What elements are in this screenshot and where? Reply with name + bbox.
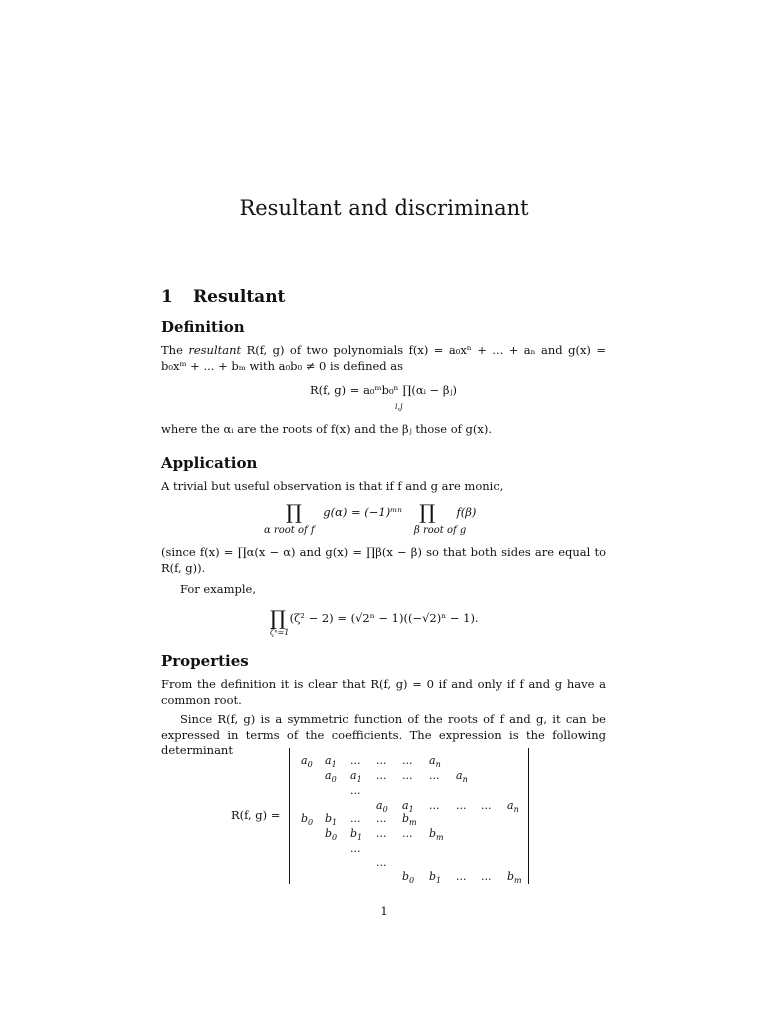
section-heading	[161, 287, 285, 307]
application-heading: Application	[161, 454, 258, 472]
section-title: Resultant	[193, 287, 286, 307]
properties-heading: Properties	[161, 652, 249, 670]
example-intro: For example,	[180, 582, 256, 596]
definition-roots-text: where the αᵢ are the roots of f(x) and the βⱼ those of g(x).	[161, 422, 493, 436]
determinant-right-bar	[528, 748, 529, 884]
determinant-label: R(f, g) =	[231, 808, 281, 822]
paper-title: Resultant and discriminant	[239, 196, 529, 220]
monic-under-right: β root of g	[414, 525, 467, 536]
application-paragraph: A trivial but useful observation is that if f and g are monic,	[161, 479, 504, 493]
resultant-formula-index: i,j	[395, 402, 403, 411]
determinant-left-bar	[289, 748, 290, 884]
monic-under-left: α root of f	[264, 525, 315, 536]
definition-paragraph: The resultant R(f, g) of two polynomials f(x) = a₀xⁿ + ... + aₙ and g(x) = b₀xᵐ + ... + bₘ with a₀b₀ ≠ 0 is defined as	[161, 343, 606, 373]
sylvester-determinant: R(f, g) = $a_0$ $a_1$ ... ... ... $a_n$ $a_0$ $a_1$ ... ... ... $a_n$ ... $a_0$ $a_1$ ... ... ... $a_n$ $b_0$ $b_1$ ... ... $b_m$ $b_0$ $b_1$ ... ... $b_m$ ... ... $b_0$ $b_1$ ... ... $b_m$	[231, 748, 551, 884]
page-number: 1	[380, 904, 388, 918]
definition-heading: Definition	[161, 318, 245, 336]
monic-formula: ∏ g(α) = (−1)ᵐⁿ ∏ f(β)	[286, 500, 477, 524]
resultant-term: resultant	[188, 343, 242, 357]
properties-paragraph-1: From the definition it is clear that R(f, g) = 0 if and only if f and g have a common root.	[161, 677, 606, 707]
application-since-text: (since f(x) = ∏α(x − α) and g(x) = ∏β(x − β) so that both sides are equal to R(f, g)).	[161, 545, 606, 575]
example-formula: ∏ (ζ² − 2) = (√2ⁿ − 1)((−√2)ⁿ − 1).	[270, 606, 479, 630]
example-formula-index: ζⁿ=1	[270, 628, 290, 637]
resultant-formula: R(f, g) = a₀ᵐb₀ⁿ ∏(αᵢ − βⱼ)	[309, 383, 458, 397]
properties-paragraph-2: Since R(f, g) is a symmetric function of the roots of f and g, it can be expressed in terms of the coefficients. The expression is the following determinant	[161, 712, 606, 757]
section-number: 1	[161, 287, 173, 307]
